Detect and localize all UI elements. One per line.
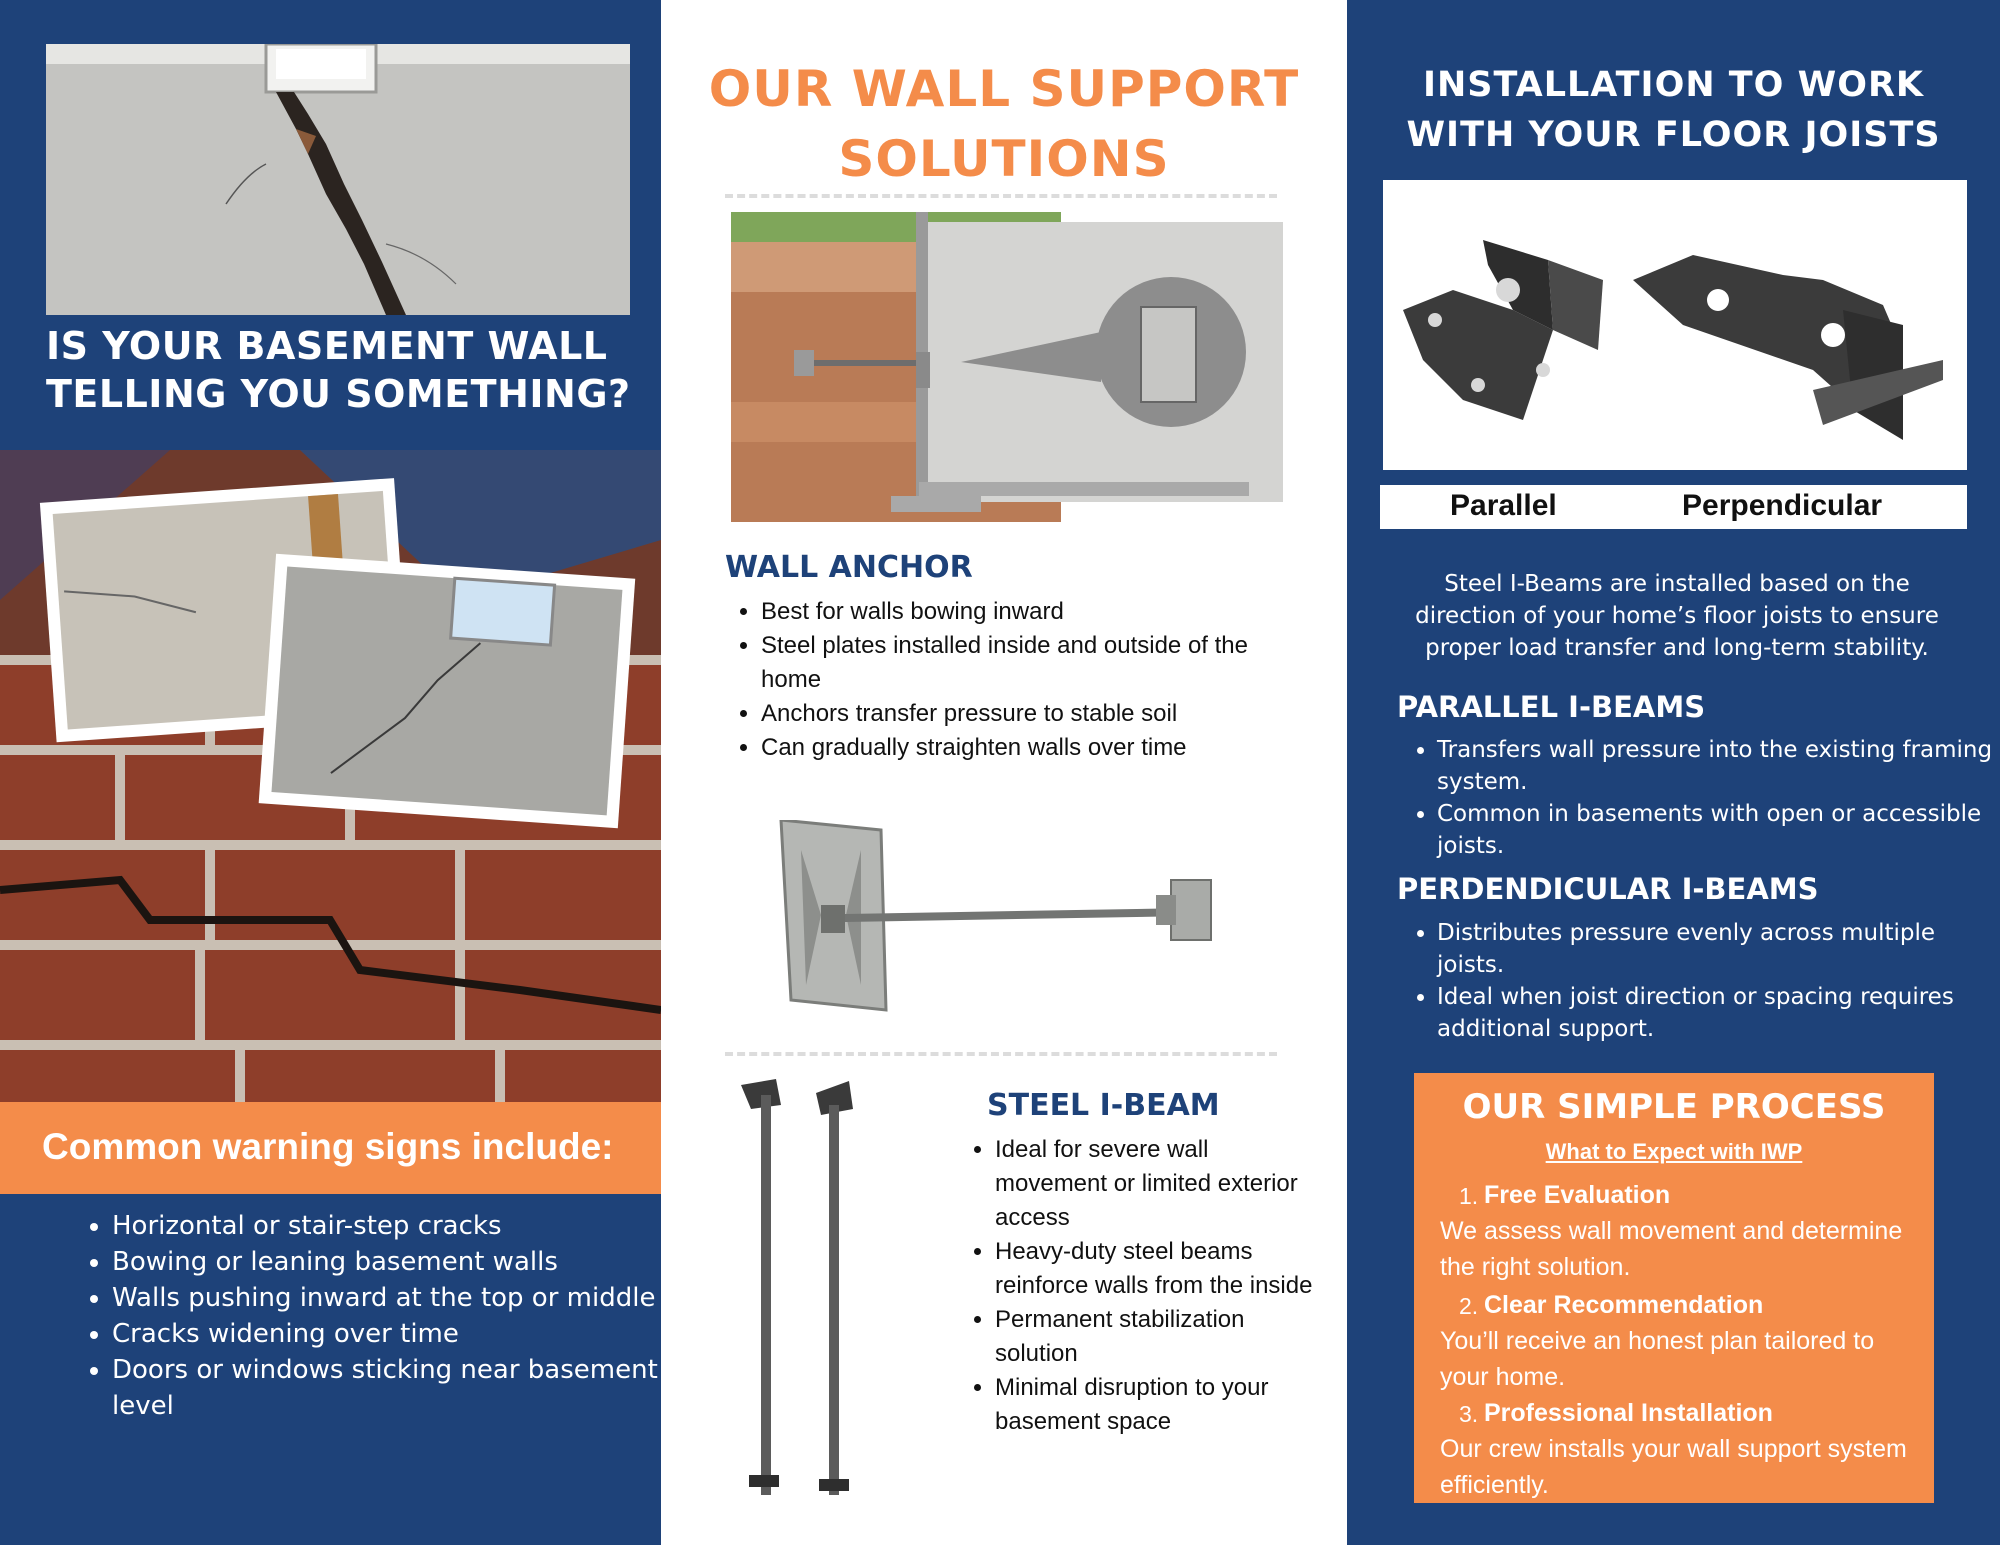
step-3-number: 3. bbox=[1459, 1401, 1479, 1427]
left-panel-title bbox=[46, 322, 646, 418]
list-item: • Bowing or leaning basement walls bbox=[112, 1244, 661, 1280]
parallel-ibeams-list bbox=[1397, 734, 1997, 862]
perpendicular-ibeams-title: PERDENDICULAR I-BEAMS bbox=[1397, 872, 1819, 906]
steel-ibeam-benefits-list bbox=[961, 1133, 1325, 1439]
installation-title-line-1: INSTALLATION TO WORK bbox=[1422, 65, 1925, 105]
parallel-label: Parallel bbox=[1450, 489, 1557, 522]
installation-title bbox=[1347, 60, 2000, 160]
warning-signs-banner bbox=[0, 1102, 661, 1194]
steel-ibeam-title: STEEL I-BEAM bbox=[987, 1088, 1220, 1123]
perpendicular-ibeams-list bbox=[1397, 917, 1997, 1045]
perpendicular-label: Perpendicular bbox=[1682, 489, 1883, 522]
wall-anchor-product-photo bbox=[761, 820, 1281, 1020]
step-2-title: Clear Recommendation bbox=[1484, 1291, 1764, 1319]
warning-signs-list bbox=[78, 1208, 661, 1424]
list-item: • Common in basements with open or accessible joists. bbox=[1437, 798, 1997, 862]
wall-anchor-diagram bbox=[731, 212, 1283, 522]
list-item: • Best for walls bowing inward bbox=[761, 595, 1301, 629]
step-3-title: Professional Installation bbox=[1484, 1399, 1773, 1427]
list-item: • Can gradually straighten walls over time bbox=[761, 731, 1301, 765]
parallel-ibeams-title: PARALLEL I-BEAMS bbox=[1397, 690, 1706, 724]
wall-anchor-benefits-list bbox=[727, 595, 1301, 765]
step-1-number: 1. bbox=[1459, 1183, 1479, 1209]
left-title-line-1: IS YOUR BASEMENT WALL bbox=[46, 324, 608, 368]
wall-anchor-title: WALL ANCHOR bbox=[725, 550, 973, 585]
section-divider bbox=[725, 194, 1277, 198]
ibeam-intro-text: Steel I-Beams are installed based on the direction of your home’s floor joists to ensure proper load transfer and long-term stability. bbox=[1415, 571, 1939, 661]
process-title: OUR SIMPLE PROCESS bbox=[1462, 1087, 1886, 1127]
list-item: • Ideal for severe wall movement or limited exterior access bbox=[995, 1133, 1325, 1235]
section-divider bbox=[725, 1052, 1277, 1056]
solutions-title-line-1: OUR WALL SUPPORT bbox=[708, 60, 1300, 118]
simple-process-box bbox=[1414, 1073, 1934, 1503]
list-item: • Horizontal or stair-step cracks bbox=[112, 1208, 661, 1244]
list-item: • Distributes pressure evenly across multiple joists. bbox=[1437, 917, 1997, 981]
list-item: • Ideal when joist direction or spacing requires additional support. bbox=[1437, 981, 1997, 1045]
list-item: • Heavy-duty steel beams reinforce walls from the inside bbox=[995, 1235, 1325, 1303]
step-1-description: We assess wall movement and determine the right solution. bbox=[1440, 1217, 1903, 1281]
beam-orientation-labels bbox=[1380, 485, 1967, 529]
list-item: • Permanent stabilization solution bbox=[995, 1303, 1325, 1371]
steel-ibeam-product-photo bbox=[741, 1075, 861, 1505]
middle-panel bbox=[661, 0, 1347, 1545]
process-subtitle: What to Expect with IWP bbox=[1545, 1139, 1803, 1164]
left-title-line-2: TELLING YOU SOMETHING? bbox=[46, 372, 631, 416]
foundation-crack-photo bbox=[46, 44, 630, 315]
list-item: • Transfers wall pressure into the existing framing system. bbox=[1437, 734, 1997, 798]
list-item: • Doors or windows sticking near basement level bbox=[112, 1352, 661, 1424]
step-1-title: Free Evaluation bbox=[1484, 1181, 1671, 1209]
solutions-title bbox=[661, 54, 1347, 194]
step-3-description: Our crew installs your wall support system efficiently. bbox=[1440, 1435, 1907, 1499]
installation-title-line-2: WITH YOUR FLOOR JOISTS bbox=[1406, 115, 1941, 155]
list-item: • Minimal disruption to your basement space bbox=[995, 1371, 1325, 1439]
right-panel bbox=[1347, 0, 2000, 1545]
list-item: • Walls pushing inward at the top or middle bbox=[112, 1280, 661, 1316]
brick-wall-photo-collage bbox=[0, 450, 661, 1102]
list-item: • Anchors transfer pressure to stable soil bbox=[761, 697, 1301, 731]
step-2-description: You’ll receive an honest plan tailored to your home. bbox=[1440, 1327, 1875, 1391]
warning-signs-heading: Common warning signs include: bbox=[42, 1126, 614, 1167]
solutions-title-line-2: SOLUTIONS bbox=[838, 130, 1170, 188]
list-item: • Cracks widening over time bbox=[112, 1316, 661, 1352]
list-item: • Steel plates installed inside and outside of the home bbox=[761, 629, 1301, 697]
left-panel bbox=[0, 0, 661, 1545]
step-2-number: 2. bbox=[1459, 1293, 1479, 1319]
ibeam-brackets-photo bbox=[1383, 180, 1967, 470]
